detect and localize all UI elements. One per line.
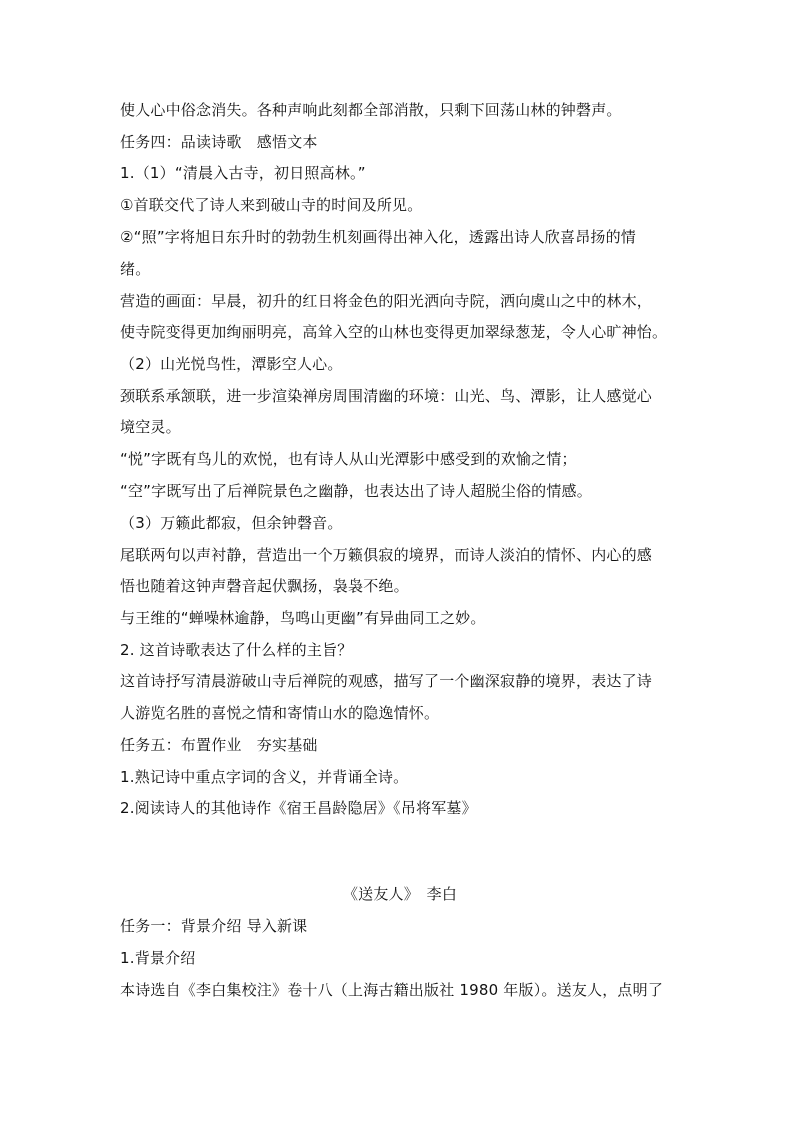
text-line: ①首联交代了诗人来到破山寺的时间及所见。 [120, 196, 423, 214]
task-heading: 任务五：布置作业 夯实基础 [120, 736, 318, 754]
text-line: ②“照”字将旭日东升时的勃勃生机刻画得出神入化，透露出诗人欣喜昂扬的情 [120, 228, 636, 246]
text-line: （3）万籁此都寂，但余钟磬音。 [120, 514, 343, 532]
question-line: 2. 这首诗歌表达了什么样的主旨？ [120, 641, 353, 659]
text-line: 1.（1）“清晨入古寺，初日照高林。” [120, 164, 366, 182]
text-line: 颈联系承颔联，进一步渲染禅房周围清幽的环境：山光、鸟、潭影，让人感觉心 [120, 387, 653, 405]
text-line: 1.熟记诗中重点字词的含义，并背诵全诗。 [120, 768, 409, 786]
text-line: 人游览名胜的喜悦之情和寄情山水的隐逸情怀。 [120, 704, 440, 722]
text-line: 营造的画面：早晨，初升的红日将金色的阳光洒向寺院，洒向虞山之中的林木， [120, 292, 653, 310]
task-heading: 任务四：品读诗歌 感悟文本 [120, 133, 318, 151]
text-line: 尾联两句以声衬静，营造出一个万籁俱寂的境界，而诗人淡泊的情怀、内心的感 [120, 546, 653, 564]
text-line: 绪。 [120, 260, 151, 278]
text-line: 使人心中俗念消失。各种声响此刻都全部消散，只剩下回荡山林的钟磬声。 [120, 101, 622, 119]
task-heading: 任务一：背景介绍 导入新课 [120, 917, 308, 935]
section-title: 《送友人》 李白 [342, 885, 458, 903]
text-line: 悟也随着这钟声磬音起伏飘扬，袅袅不绝。 [120, 577, 409, 595]
text-line: “空”字既写出了后禅院景色之幽静，也表达出了诗人超脱尘俗的情感。 [120, 482, 592, 500]
text-line: 1.背景介绍 [120, 949, 196, 967]
text-line: 与王维的“蝉噪林逾静，鸟鸣山更幽”有异曲同工之妙。 [120, 609, 486, 627]
text-line: 境空灵。 [120, 418, 181, 436]
text-line: 这首诗抒写清晨游破山寺后禅院的观感，描写了一个幽深寂静的境界，表达了诗 [120, 672, 653, 690]
text-line: 使寺院变得更加绚丽明亮，高耸入空的山林也变得更加翠绿葱茏，令人心旷神怡。 [120, 323, 668, 341]
text-line: （2）山光悦鸟性，潭影空人心。 [120, 355, 343, 373]
text-line: 2.阅读诗人的其他诗作《宿王昌龄隐居》《吊将军墓》 [120, 799, 477, 817]
text-line: “悦”字既有鸟儿的欢悦，也有诗人从山光潭影中感受到的欢愉之情； [120, 450, 577, 468]
text-line: 本诗选自《李白集校注》卷十八（上海古籍出版社 1980 年版）。送友人，点明了 [120, 981, 664, 999]
